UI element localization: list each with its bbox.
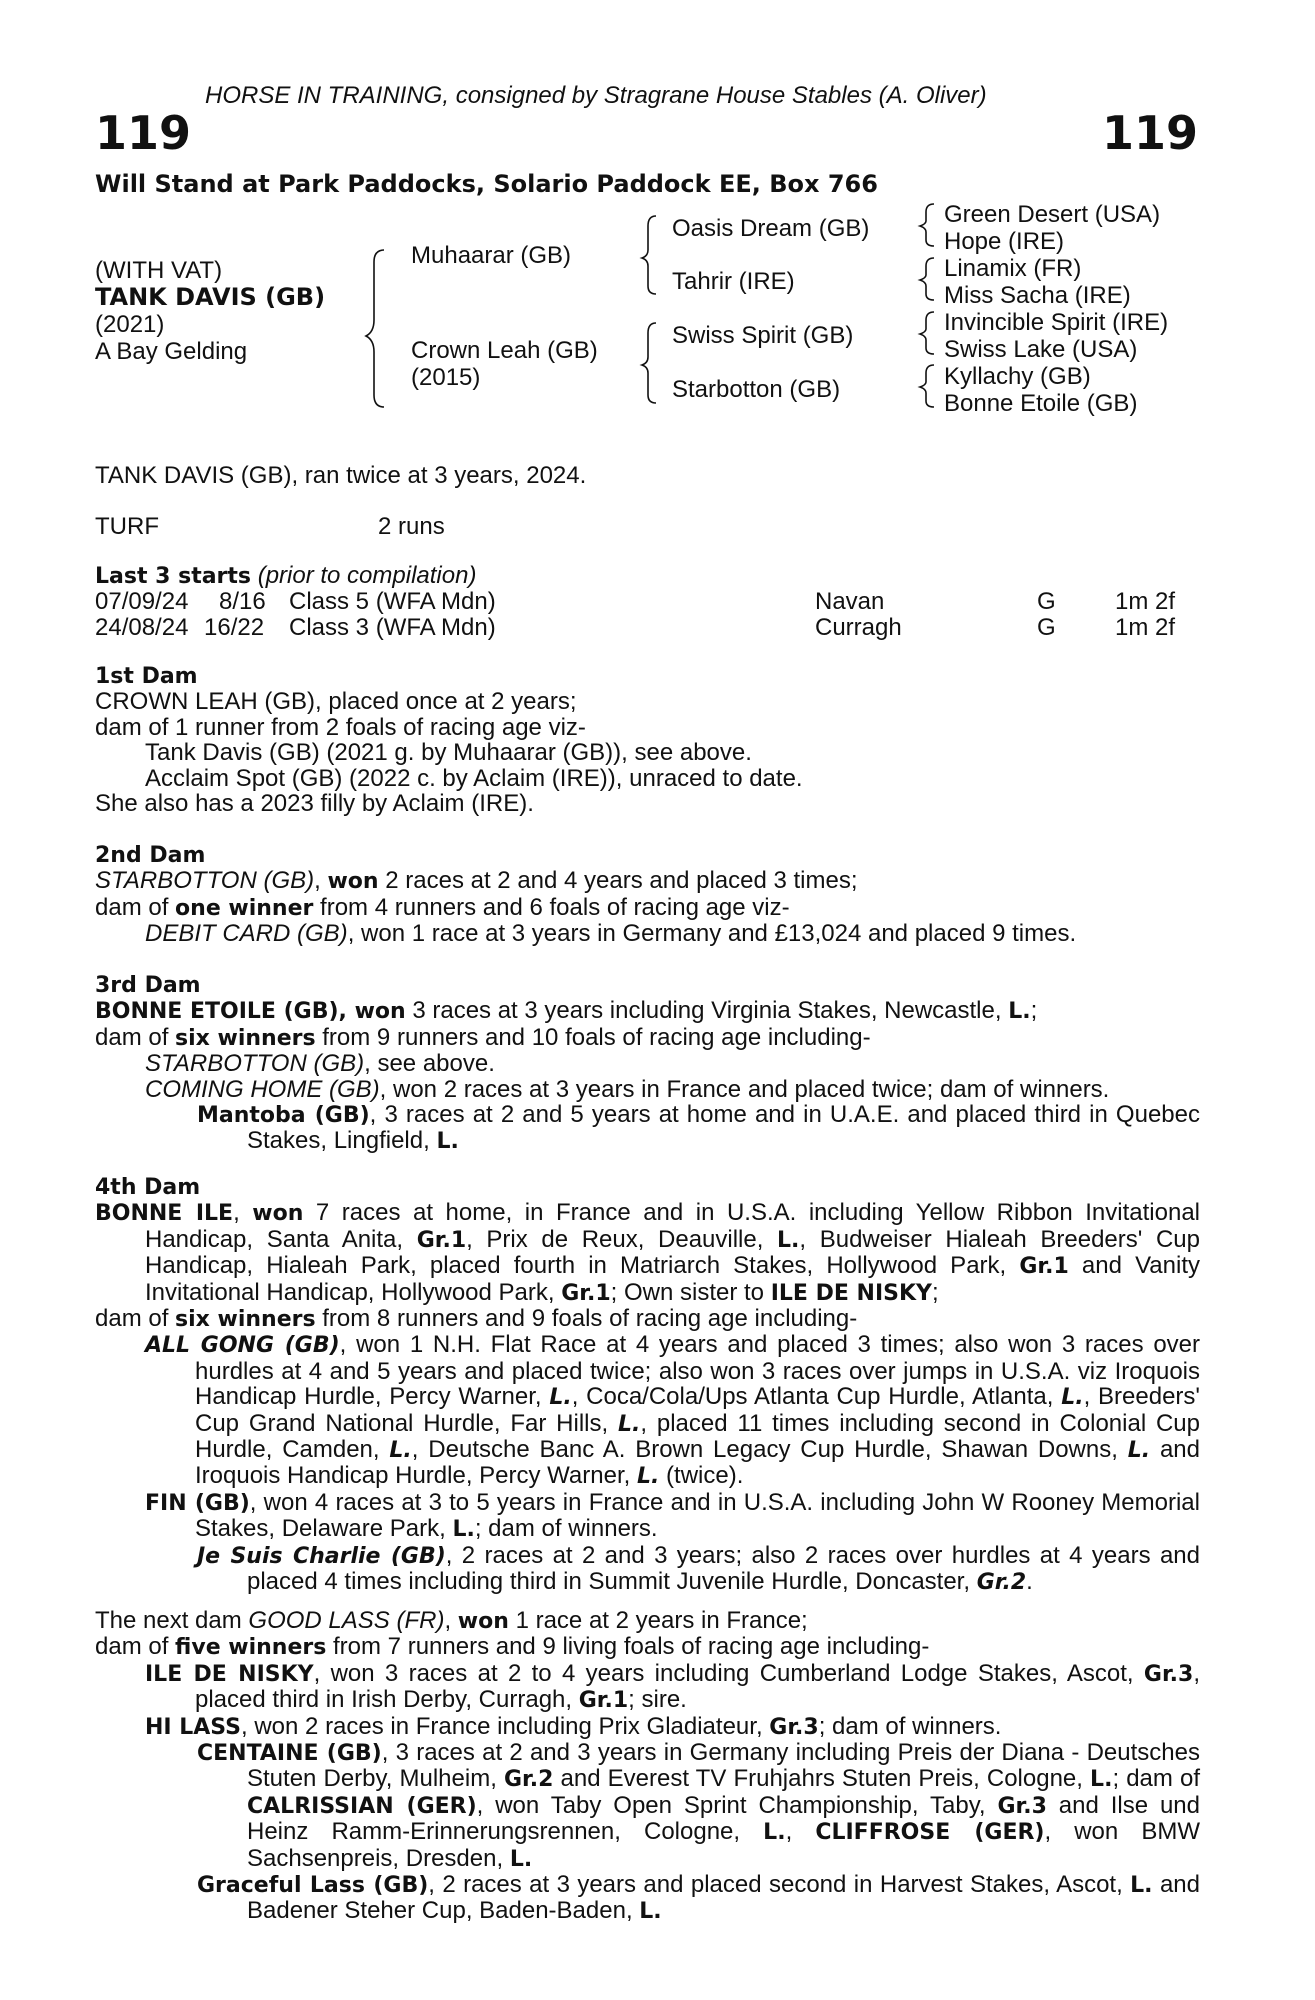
third-dam-line: BONNE ETOILE (GB), won 3 races at 3 years including Virginia Stakes, Newcastle, L.;	[95, 997, 1038, 1025]
third-dam-line: dam of six winners from 9 runners and 10 foals of racing age including-	[95, 1023, 871, 1051]
ancestor-4: Miss Sacha (IRE)	[944, 282, 1131, 309]
horse-identity	[95, 257, 325, 365]
second-dam-heading: 2nd Dam	[95, 843, 206, 868]
first-dam-line: CROWN LEAH (GB), placed once at 2 years;	[95, 688, 577, 716]
ancestor-2: Hope (IRE)	[944, 228, 1065, 255]
progeny-line: STARBOTTON (GB), see above.	[145, 1050, 495, 1078]
ancestor-7: Kyllachy (GB)	[944, 363, 1091, 390]
first-dam-line: She also has a 2023 filly by Aclaim (IRE).	[95, 790, 534, 818]
ancestor-6: Swiss Lake (USA)	[944, 336, 1138, 363]
second-dam-line: STARBOTTON (GB), won 2 races at 2 and 4 years and placed 3 times;	[95, 867, 858, 895]
grand-progeny-line: Graceful Lass (GB), 2 races at 3 years and placed second in Harvest Stakes, Ascot, L. and Badener Steher Cup, Baden-Baden, L.	[197, 1871, 1200, 1925]
record-surface: TURF	[95, 513, 159, 540]
last-starts-heading: Last 3 starts (prior to compilation)	[95, 562, 477, 589]
ancestor-3: Linamix (FR)	[944, 255, 1082, 282]
next-dam-section	[95, 1608, 1200, 1925]
progeny-line: DEBIT CARD (GB), won 1 race at 3 years in Germany and £13,024 and placed 9 times.	[145, 920, 1077, 948]
progeny-line: HI LASS, won 2 races in France including Prix Gladiateur, Gr.3; dam of winners.	[145, 1712, 1002, 1740]
dam-name: Crown Leah (GB)	[411, 337, 598, 364]
fourth-dam-record: BONNE ILE, won 7 races at home, in France and in U.S.A. including Yellow Ribbon Invitational Handicap, Santa Anita, Gr.1, Prix de Reux, Deauville, L., Budweiser Hialeah Breeders' Cup Handicap, Hialeah Park, placed fourth in Matriarch Stakes, Hollywood Park, Gr.1 and Vanity Invitational Handicap, Hollywood Park, Gr.1; Own sister to ILE DE NISKY;	[95, 1199, 1201, 1306]
ancestor-5: Invincible Spirit (IRE)	[944, 309, 1169, 336]
lot-number-left: 119	[95, 106, 192, 160]
grand-progeny-line: Je Suis Charlie (GB), 2 races at 2 and 3 years; also 2 races over hurdles at 4 years and placed 4 times including third in Summit Juvenile Hurdle, Doncaster, Gr.2.	[197, 1541, 1200, 1596]
vat-label: (WITH VAT)	[95, 257, 223, 284]
dam-year: (2015)	[411, 364, 481, 391]
second-dam-line: dam of one winner from 4 runners and 6 foals of racing age viz-	[95, 893, 790, 921]
fourth-dam-heading: 4th Dam	[95, 1175, 201, 1200]
horse-name: TANK DAVIS (GB)	[95, 283, 326, 311]
progeny-line: Acclaim Spot (GB) (2022 c. by Aclaim (IRE)), unraced to date.	[145, 764, 803, 792]
progeny-line: ILE DE NISKY, won 3 races at 2 to 4 years including Cumberland Lodge Stakes, Ascot, Gr.3, placed third in Irish Derby, Curragh, Gr.1; sire.	[145, 1659, 1200, 1714]
ancestor-8: Bonne Etoile (GB)	[944, 390, 1138, 417]
third-dam-heading: 3rd Dam	[95, 973, 201, 998]
second-dam-section	[95, 843, 1200, 947]
horse-year: (2021)	[95, 311, 165, 338]
lot-number-right: 119	[1101, 106, 1198, 160]
horse-description: A Bay Gelding	[95, 338, 248, 365]
stand-location: Will Stand at Park Paddocks, Solario Paddock EE, Box 766	[95, 170, 878, 198]
progeny-line: COMING HOME (GB), won 2 races at 3 years in France and placed twice; dam of winners.	[145, 1075, 1110, 1103]
first-dam-heading: 1st Dam	[95, 664, 198, 689]
consignor-line: HORSE IN TRAINING, consigned by Stragrane House Stables (A. Oliver)	[205, 82, 987, 109]
grand-progeny-line: Mantoba (GB), 3 races at 2 and 5 years at home and in U.A.E. and placed third in Quebec Stakes, Lingfield, L.	[197, 1101, 1200, 1155]
fourth-dam-section	[95, 1175, 1200, 1596]
fourth-dam-line: dam of six winners from 8 runners and 9 foals of racing age including-	[95, 1305, 858, 1333]
ancestor-1: Green Desert (USA)	[944, 201, 1161, 228]
grand-progeny-line: CENTAINE (GB), 3 races at 2 and 3 years in Germany including Preis der Diana - Deutsches Stuten Derby, Mulheim, Gr.2 and Everest TV Fruhjahrs Stuten Preis, Cologne, L.; dam of CALRISSIAN (GER), won Taby Open Sprint Championship, Taby, Gr.3 and Ilse und Heinz Ramm-Erinnerungsrennen, Cologne, L., CLIFFROSE (GER), won BMW Sachsenpreis, Dresden, L.	[197, 1739, 1201, 1872]
start-row: 07/09/24 8/16 Class 5 (WFA Mdn) Navan G 1m 2f	[95, 588, 1176, 616]
next-dam-line: dam of five winners from 7 runners and 9 living foals of racing age including-	[95, 1633, 930, 1661]
granddam-maternal: Starbotton (GB)	[672, 376, 841, 403]
record-runs: 2 runs	[378, 513, 445, 540]
third-dam-section	[95, 973, 1200, 1155]
progeny-line: ALL GONG (GB), won 1 N.H. Flat Race at 4 years and placed 3 times; also won 3 races over hurdles at 4 and 5 years and placed twice; also won 3 races over jumps in U.S.A. viz Iroquois Handicap Hurdle, Percy Warner, L., Coca/Cola/Ups Atlanta Cup Hurdle, Atlanta, L., Breeders' Cup Grand National Hurdle, Far Hills, L., placed 11 times including second in Colonial Cup Hurdle, Camden, L., Deutsche Banc A. Brown Legacy Cup Hurdle, Shawan Downs, L. and Iroquois Handicap Hurdle, Percy Warner, L. (twice).	[145, 1331, 1201, 1490]
progeny-line: FIN (GB), won 4 races at 3 to 5 years in France and in U.S.A. including John W Rooney Memorial Stakes, Delaware Park, L.; dam of winners.	[145, 1488, 1200, 1543]
grandsire-paternal: Oasis Dream (GB)	[672, 215, 870, 242]
last-starts-section	[95, 563, 1200, 640]
first-dam-section	[95, 664, 1200, 816]
start-row: 24/08/24 16/22 Class 3 (WFA Mdn) Curragh G 1m 2f	[95, 613, 1176, 641]
sire-name: Muhaarar (GB)	[411, 242, 572, 269]
progeny-line: Tank Davis (GB) (2021 g. by Muhaarar (GB)), see above.	[145, 739, 752, 767]
first-dam-line: dam of 1 runner from 2 foals of racing age viz-	[95, 713, 586, 741]
granddam-paternal: Tahrir (IRE)	[672, 268, 795, 295]
next-dam-line: The next dam GOOD LASS (FR), won 1 race at 2 years in France;	[95, 1607, 808, 1634]
grandsire-maternal: Swiss Spirit (GB)	[672, 322, 854, 349]
race-summary: TANK DAVIS (GB), ran twice at 3 years, 2024.	[95, 462, 587, 489]
